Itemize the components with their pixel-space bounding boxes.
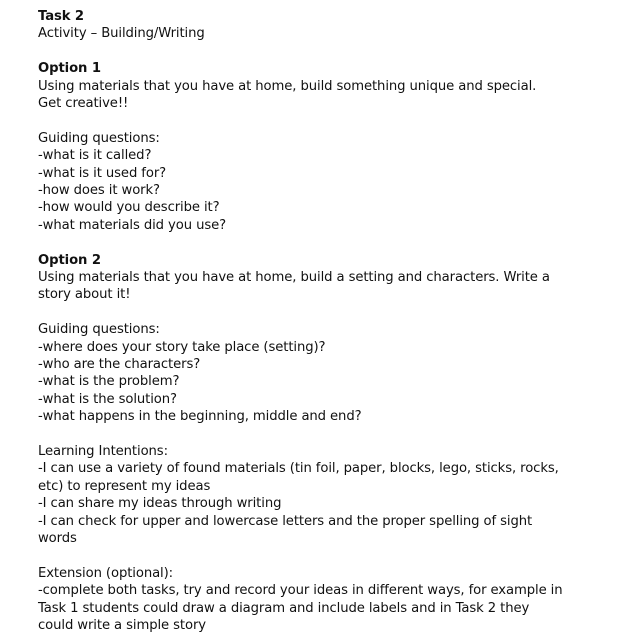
- learning-intention-line: words: [38, 531, 77, 547]
- spacer: [38, 112, 603, 129]
- option-2-description-line: Using materials that you have at home, build a setting and characters. Write a: [38, 270, 550, 286]
- option-2-question: -what happens in the beginning, middle and end?: [38, 409, 362, 425]
- option-1-question: -how does it work?: [38, 183, 160, 199]
- option-2-heading: Option 2: [38, 252, 101, 268]
- option-1-heading: Option 1: [38, 61, 101, 77]
- option-2-question: -what is the problem?: [38, 374, 180, 390]
- task-title: Task 2: [38, 9, 84, 24]
- spacer: [38, 548, 603, 565]
- option-1-questions-title: Guiding questions:: [38, 130, 160, 146]
- option-1-question: -what is it used for?: [38, 165, 167, 181]
- option-1-question: -how would you describe it?: [38, 200, 220, 216]
- document-page: [38, 8, 603, 635]
- extension-line: could write a simple story: [38, 618, 206, 634]
- option-2-question: -who are the characters?: [38, 357, 201, 373]
- learning-intention-line: -I can share my ideas through writing: [38, 496, 282, 512]
- learning-intentions-title: Learning Intentions:: [38, 444, 168, 460]
- option-2-description-line: story about it!: [38, 287, 131, 303]
- option-1-question: -what materials did you use?: [38, 217, 227, 233]
- option-1-description-line: Using materials that you have at home, build something unique and special.: [38, 78, 537, 94]
- option-1-question: -what is it called?: [38, 148, 152, 164]
- extension-line: -complete both tasks, try and record your ideas in different ways, for example in: [38, 583, 563, 599]
- spacer: [38, 43, 603, 60]
- spacer: [38, 304, 603, 321]
- option-2-question: -where does your story take place (setting)?: [38, 339, 326, 355]
- learning-intention-line: -I can check for upper and lowercase letters and the proper spelling of sight: [38, 513, 533, 529]
- extension-line: Task 1 students could draw a diagram and include labels and in Task 2 they: [38, 600, 530, 616]
- option-2-questions-title: Guiding questions:: [38, 322, 160, 338]
- spacer: [38, 426, 603, 443]
- extension-title: Extension (optional):: [38, 565, 174, 581]
- option-2-question: -what is the solution?: [38, 391, 177, 407]
- option-1-description-line: Get creative!!: [38, 96, 129, 112]
- learning-intention-line: -I can use a variety of found materials (tin foil, paper, blocks, lego, sticks, rocks,: [38, 461, 559, 477]
- learning-intention-line: etc) to represent my ideas: [38, 478, 211, 494]
- task-subtitle: Activity – Building/Writing: [38, 26, 205, 42]
- spacer: [38, 234, 603, 251]
